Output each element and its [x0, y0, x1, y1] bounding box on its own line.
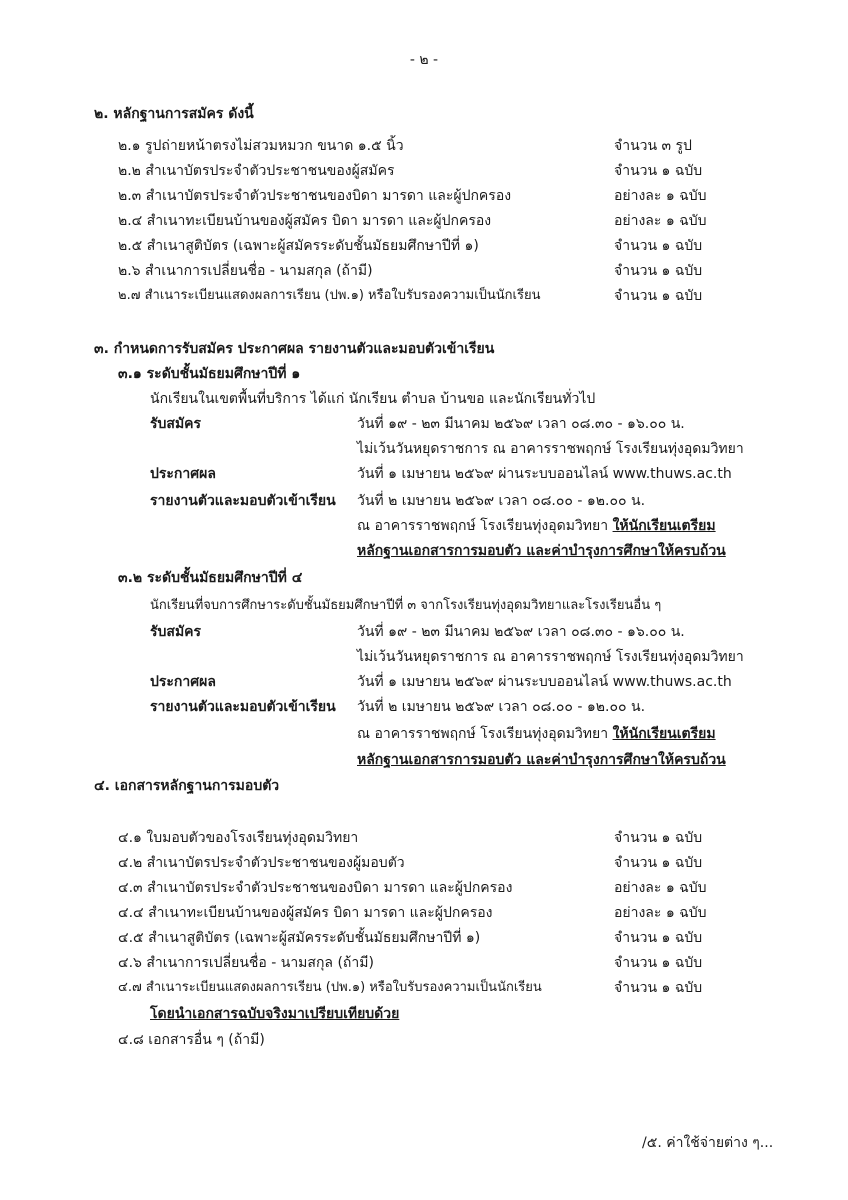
level-heading: ๓.๒ ระดับชั้นมัธยมศึกษาปีที่ ๔	[118, 570, 303, 586]
section3-heading: ๓. กำหนดการรับสมัคร ประกาศผล รายงานตัวและมอบตัวเข้าเรียน	[94, 341, 495, 357]
section2-item: ๒.๕ สำเนาสูติบัตร (เฉพาะผู้สมัครระดับชั้นมัธยมศึกษาปีที่ ๑)	[118, 238, 479, 254]
eligibility-text: นักเรียนที่จบการศึกษาระดับชั้นมัธยมศึกษาปีที่ ๓ จากโรงเรียนทุ่งอุดมวิทยาและโรงเรียนอื่น ๆ	[150, 598, 662, 613]
report-instruction-cont: หลักฐานเอกสารการมอบตัว และค่าบำรุงการศึกษาให้ครบถ้วน	[357, 543, 726, 559]
apply-label: รับสมัคร	[150, 416, 202, 432]
section2-item: ๒.๔ สำเนาทะเบียนบ้านของผู้สมัคร บิดา มารดา และผู้ปกครอง	[118, 213, 492, 229]
section2-item-qty: จำนวน ๓ รูป	[614, 138, 692, 154]
report-label: รายงานตัวและมอบตัวเข้าเรียน	[150, 493, 336, 509]
section4-item-qty: จำนวน ๑ ฉบับ	[614, 830, 703, 846]
section4-item: ๔.๔ สำเนาทะเบียนบ้านของผู้สมัคร บิดา มารดา และผู้ปกครอง	[118, 905, 493, 921]
report-location-text: ณ อาคารราชพฤกษ์ โรงเรียนทุ่งอุดมวิทยา	[357, 726, 613, 742]
report-location	[357, 516, 716, 536]
report-instruction: ให้นักเรียนเตรียม	[612, 518, 716, 534]
section2-item: ๒.๑ รูปถ่ายหน้าตรงไม่สวมหมวก ขนาด ๑.๕ นิ้ว	[118, 138, 404, 154]
section2-item: ๒.๒ สำเนาบัตรประจำตัวประชาชนของผู้สมัคร	[118, 163, 395, 179]
section4-item-qty: อย่างละ ๑ ฉบับ	[614, 880, 707, 896]
announce-label: ประกาศผล	[150, 466, 216, 482]
section4-note: โดยนำเอกสารฉบับจริงมาเปรียบเทียบด้วย	[150, 1006, 400, 1022]
section2-item-qty: จำนวน ๑ ฉบับ	[614, 288, 703, 304]
continuation-text: /๕. ค่าใช้จ่ายต่าง ๆ...	[642, 1135, 774, 1151]
report-date: วันที่ ๒ เมษายน ๒๕๖๙ เวลา ๐๘.๐๐ - ๑๒.๐๐ น.	[357, 699, 646, 715]
announce-text: วันที่ ๑ เมษายน ๒๕๖๙ ผ่านระบบออนไลน์ www.thuws.ac.th	[357, 466, 732, 482]
section4-item-qty: อย่างละ ๑ ฉบับ	[614, 905, 707, 921]
section4-item: ๔.๕ สำเนาสูติบัตร (เฉพาะผู้สมัครระดับชั้นมัธยมศึกษาปีที่ ๑)	[118, 930, 481, 946]
level-heading: ๓.๑ ระดับชั้นมัธยมศึกษาปีที่ ๑	[118, 366, 301, 382]
apply-date: วันที่ ๑๙ - ๒๓ มีนาคม ๒๕๖๙ เวลา ๐๘.๓๐ - ๑๖.๐๐ น.	[357, 416, 685, 432]
section2-item-qty: อย่างละ ๑ ฉบับ	[614, 188, 707, 204]
report-location	[357, 724, 716, 744]
section2-item-qty: อย่างละ ๑ ฉบับ	[614, 213, 707, 229]
section4-item-qty: จำนวน ๑ ฉบับ	[614, 980, 703, 996]
report-instruction-cont: หลักฐานเอกสารการมอบตัว และค่าบำรุงการศึกษาให้ครบถ้วน	[357, 752, 726, 768]
apply-location: ไม่เว้นวันหยุดราชการ ณ อาคารราชพฤกษ์ โรงเรียนทุ่งอุดมวิทยา	[357, 441, 744, 457]
eligibility-text: นักเรียนในเขตพื้นที่บริการ ได้แก่ นักเรียน ตำบล บ้านขอ และนักเรียนทั่วไป	[150, 391, 596, 407]
page-number: - ๒ -	[409, 52, 439, 68]
section4-item-qty: จำนวน ๑ ฉบับ	[614, 930, 703, 946]
announce-text: วันที่ ๑ เมษายน ๒๕๖๙ ผ่านระบบออนไลน์ www.thuws.ac.th	[357, 674, 732, 690]
section4-item: ๔.๗ สำเนาระเบียนแสดงผลการเรียน (ปพ.๑) หรือใบรับรองความเป็นนักเรียน	[118, 980, 542, 995]
section4-item-qty: จำนวน ๑ ฉบับ	[614, 855, 703, 871]
apply-label: รับสมัคร	[150, 624, 202, 640]
section4-item: ๔.๒ สำเนาบัตรประจำตัวประชาชนของผู้มอบตัว	[118, 855, 405, 871]
section4-item-qty: จำนวน ๑ ฉบับ	[614, 955, 703, 971]
apply-location: ไม่เว้นวันหยุดราชการ ณ อาคารราชพฤกษ์ โรงเรียนทุ่งอุดมวิทยา	[357, 649, 744, 665]
section4-item: ๔.๘ เอกสารอื่น ๆ (ถ้ามี)	[118, 1032, 265, 1048]
section2-item-qty: จำนวน ๑ ฉบับ	[614, 263, 703, 279]
section4-heading: ๔. เอกสารหลักฐานการมอบตัว	[94, 778, 280, 794]
section4-item: ๔.๓ สำเนาบัตรประจำตัวประชาชนของบิดา มารดา และผู้ปกครอง	[118, 880, 513, 896]
section4-item: ๔.๑ ใบมอบตัวของโรงเรียนทุ่งอุดมวิทยา	[118, 830, 359, 846]
section2-heading: ๒. หลักฐานการสมัคร ดังนี้	[94, 106, 254, 122]
apply-date: วันที่ ๑๙ - ๒๓ มีนาคม ๒๕๖๙ เวลา ๐๘.๓๐ - ๑๖.๐๐ น.	[357, 624, 685, 640]
report-date: วันที่ ๒ เมษายน ๒๕๖๙ เวลา ๐๘.๐๐ - ๑๒.๐๐ น.	[357, 493, 646, 509]
section2-item-qty: จำนวน ๑ ฉบับ	[614, 238, 703, 254]
report-label: รายงานตัวและมอบตัวเข้าเรียน	[150, 699, 336, 715]
section2-item-qty: จำนวน ๑ ฉบับ	[614, 163, 703, 179]
section2-item: ๒.๖ สำเนาการเปลี่ยนชื่อ - นามสกุล (ถ้ามี)	[118, 263, 373, 279]
announce-label: ประกาศผล	[150, 674, 216, 690]
section4-item: ๔.๖ สำเนาการเปลี่ยนชื่อ - นามสกุล (ถ้ามี)	[118, 955, 374, 971]
report-location-text: ณ อาคารราชพฤกษ์ โรงเรียนทุ่งอุดมวิทยา	[357, 518, 613, 534]
section2-item: ๒.๗ สำเนาระเบียนแสดงผลการเรียน (ปพ.๑) หรือใบรับรองความเป็นนักเรียน	[118, 288, 541, 303]
section2-item: ๒.๓ สำเนาบัตรประจำตัวประชาชนของบิดา มารดา และผู้ปกครอง	[118, 188, 512, 204]
report-instruction: ให้นักเรียนเตรียม	[612, 726, 716, 742]
